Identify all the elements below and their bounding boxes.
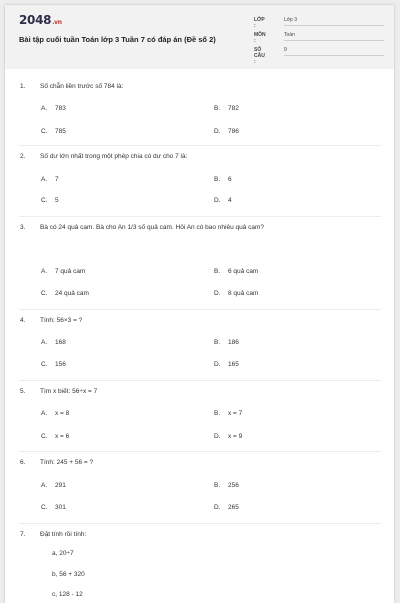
option-c[interactable] [41,128,66,135]
option-letter: B. [214,410,221,417]
option-a[interactable] [41,176,59,183]
option-text: 186 [228,339,239,346]
option-text: 5 [55,197,59,204]
option-letter: C. [41,504,48,511]
option-d[interactable] [214,361,239,368]
option-c[interactable] [41,361,66,368]
option-text: 7 quả cam [55,268,86,275]
divider [19,309,381,310]
meta-class-key: LỚP : [254,17,265,29]
option-c[interactable] [41,197,59,204]
divider [19,216,381,217]
option-letter: A. [41,410,48,417]
option-a[interactable] [41,268,85,275]
option-b[interactable] [214,339,239,346]
option-text: x = 7 [228,410,243,417]
meta-subject-value: Toán [284,32,384,41]
question-number: 5. [20,388,26,395]
option-letter: B. [214,176,221,183]
meta-subject-key: MÔN : [254,32,266,44]
sub-item-b: b, 56 + 320 [52,571,85,578]
option-c[interactable] [41,504,66,511]
option-b[interactable] [214,268,258,275]
option-letter: D. [214,290,221,297]
divider [19,523,381,524]
option-letter: D. [214,504,221,511]
divider [19,145,381,146]
divider [19,451,381,452]
option-b[interactable] [214,176,232,183]
question-number: 4. [20,317,26,324]
option-b[interactable] [214,105,239,112]
question-number: 3. [20,224,26,231]
option-text: 6 quả cam [228,268,259,275]
question-text: Bà có 24 quả cam. Bà cho An 1/3 số quả cam. Hỏi An có bao nhiêu quả cam? [40,224,265,231]
question-text: Tìm x biết: 56÷x = 7 [40,388,98,395]
option-text: x = 9 [228,433,243,440]
option-b[interactable] [214,410,242,417]
option-letter: C. [41,128,48,135]
option-text: 782 [228,105,239,112]
option-text: 256 [228,482,239,489]
worksheet-title: Bài tập cuối tuần Toán lớp 3 Tuần 7 có đáp án (Đề số 2) [19,35,216,44]
option-letter: C. [41,433,48,440]
option-a[interactable] [41,105,66,112]
option-letter: C. [41,361,48,368]
option-a[interactable] [41,339,66,346]
worksheet-page [5,5,394,603]
option-d[interactable] [214,197,232,204]
option-text: 7 [55,176,59,183]
option-letter: A. [41,176,48,183]
option-letter: B. [214,105,221,112]
option-text: 24 quả cam [55,290,89,297]
option-c[interactable] [41,433,69,440]
option-text: 165 [228,361,239,368]
meta-count-key: SỐ CÂU : [254,47,265,65]
option-letter: D. [214,361,221,368]
option-letter: D. [214,128,221,135]
meta-count-value: 9 [284,47,384,56]
option-text: 786 [228,128,239,135]
logo-suffix: .vn [52,19,62,26]
worksheet-header [5,5,394,69]
question-number: 1. [20,83,26,90]
option-letter: B. [214,339,221,346]
option-text: x = 6 [55,433,70,440]
question-text: Tính: 56×3 = ? [40,317,83,324]
option-a[interactable] [41,410,69,417]
option-letter: B. [214,482,221,489]
option-letter: D. [214,197,221,204]
option-text: 785 [55,128,66,135]
question-text: Tính: 245 + 56 = ? [40,459,94,466]
option-text: 291 [55,482,66,489]
question-text: Số chẵn liền trước số 784 là: [40,83,124,90]
question-number: 2. [20,153,26,160]
option-text: 4 [228,197,232,204]
meta-class-value: Lớp 3 [284,17,384,26]
option-d[interactable] [214,290,258,297]
option-b[interactable] [214,482,239,489]
option-letter: B. [214,268,221,275]
question-text: Số dư lớn nhất trong một phép chia có dư cho 7 là: [40,153,188,160]
divider [19,380,381,381]
option-letter: D. [214,433,221,440]
question-text: Đặt tính rồi tính: [40,531,87,538]
sub-item-a: a, 20÷7 [52,550,74,557]
option-letter: A. [41,482,48,489]
option-letter: C. [41,197,48,204]
site-logo[interactable] [19,13,62,27]
option-text: x = 8 [55,410,70,417]
option-letter: C. [41,290,48,297]
option-text: 265 [228,504,239,511]
option-d[interactable] [214,128,239,135]
option-a[interactable] [41,482,66,489]
option-text: 783 [55,105,66,112]
option-text: 8 quả cam [228,290,259,297]
option-c[interactable] [41,290,89,297]
option-text: 6 [228,176,232,183]
option-text: 301 [55,504,66,511]
question-number: 6. [20,459,26,466]
option-letter: A. [41,105,48,112]
option-letter: A. [41,339,48,346]
sub-item-c: c, 128 - 12 [52,591,83,598]
option-d[interactable] [214,504,239,511]
option-d[interactable] [214,433,242,440]
option-text: 168 [55,339,66,346]
option-text: 156 [55,361,66,368]
question-number: 7. [20,531,26,538]
option-letter: A. [41,268,48,275]
logo-text: 2048 [19,13,52,27]
